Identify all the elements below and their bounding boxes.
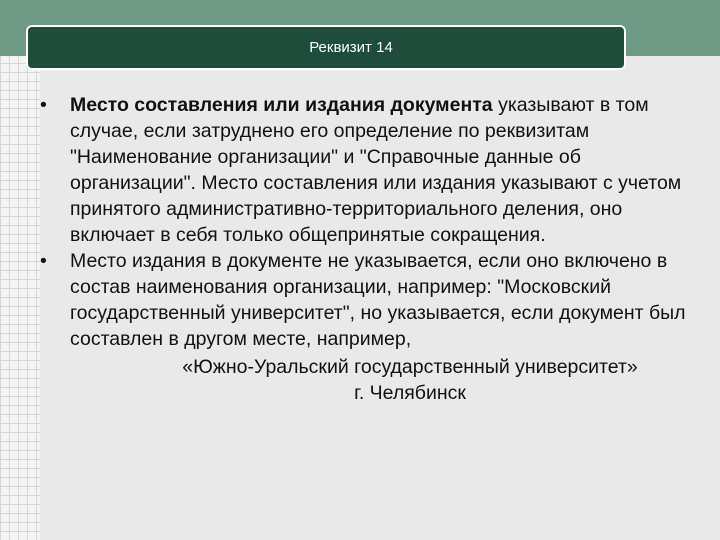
bullet-dot-icon: •: [40, 250, 47, 272]
slide-title: Реквизит 14: [309, 39, 393, 56]
title-box: [26, 25, 626, 70]
bullet-item: [30, 248, 690, 406]
slide-content: [30, 92, 690, 406]
bullet-dot-icon: •: [40, 94, 47, 116]
example-city-name: г. Челябинск: [354, 382, 466, 404]
bullet-lead-text: Место составления или издания документа: [70, 94, 493, 116]
example-organization-name: «Южно-Уральский государственный университет»: [182, 356, 638, 378]
bullet-text: указывают в том случае, если затруднено его определение по реквизитам "Наименование организации" и "Справочные данные об организации". Место составления или издания указывают с учетом принятого административно-территориального деления, оно включает в себя только общепринятые сокращения.: [70, 94, 682, 246]
bullet-text: Место издания в документе не указывается, если оно включено в состав наименования организации, например: "Московский государственный университет", но указывается, если документ был составлен в другом месте, например,: [70, 250, 686, 350]
bullet-item: [30, 92, 690, 248]
